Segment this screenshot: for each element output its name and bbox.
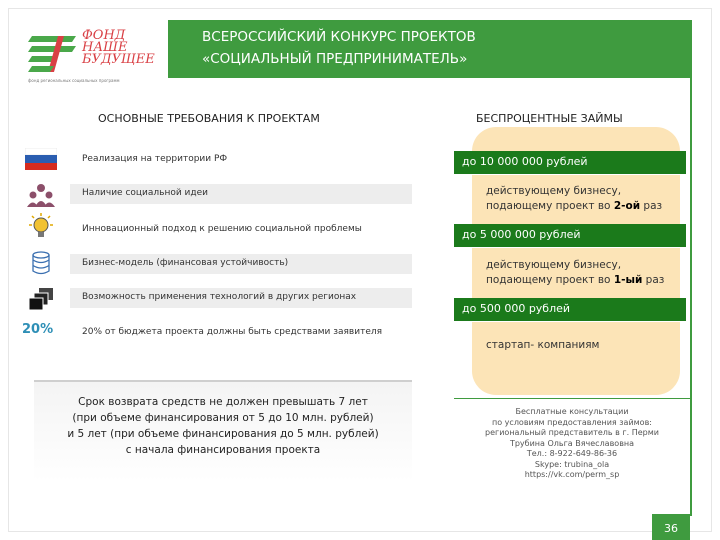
loan-amount-bar — [454, 151, 686, 175]
fund-logo — [28, 30, 158, 90]
lightbulb-icon — [24, 212, 58, 242]
logo-subtitle: фонд региональных социальных программ — [28, 78, 120, 83]
russia-flag-icon — [24, 144, 58, 174]
loan-amount-bar — [454, 224, 686, 248]
requirement-item — [70, 150, 412, 170]
loan-description: действующему бизнесу, подающему проект во 1-ый раз — [486, 259, 665, 286]
logo-line-1: ФОНД — [82, 28, 126, 43]
loan-description: действующему бизнесу, подающему проект во 2-ой раз — [486, 185, 663, 212]
requirement-item — [70, 288, 412, 308]
loan-amount: до 500 000 рублей — [462, 302, 571, 315]
note-line: и 5 лет (при объеме финансирования до 5 млн. рублей) — [67, 428, 379, 440]
database-icon — [24, 248, 58, 278]
requirement-funding-share: 20% от бюджета проекта должны быть средствами заявителя — [82, 327, 383, 337]
loan-amount: до 10 000 000 рублей — [462, 155, 588, 168]
contacts-phone: Тел.: 8-922-649-86-36 — [526, 449, 618, 458]
requirement-text: Бизнес-модель (финансовая устойчивость) — [82, 258, 289, 268]
contacts-line: Бесплатные консультации — [515, 407, 629, 416]
requirement-text: Возможность применения технологий в других регионах — [82, 292, 357, 302]
percent-label: 20% — [22, 322, 54, 337]
note-line: с начала финансирования проекта — [125, 444, 321, 456]
loan-amount-bar — [454, 298, 686, 322]
requirement-item — [70, 254, 412, 274]
note-line: Срок возврата средств не должен превышать 7 лет — [78, 396, 368, 408]
requirement-text: Реализация на территории РФ — [82, 154, 228, 164]
contacts-line: Трубина Ольга Вячеславовна — [509, 438, 635, 448]
logo-mark-icon — [28, 30, 80, 76]
copies-icon — [24, 284, 58, 314]
repayment-note — [34, 380, 412, 484]
note-line: (при объеме финансирования от 5 до 10 млн. рублей) — [72, 412, 374, 424]
logo-wordmark — [82, 30, 155, 66]
contacts-line: региональный представитель в г. Перми — [485, 428, 659, 437]
right-accent-line — [690, 20, 692, 516]
people-group-icon — [24, 180, 58, 210]
requirements-heading: ОСНОВНЫЕ ТРЕБОВАНИЯ К ПРОЕКТАМ — [98, 112, 320, 125]
page-number: 36 — [652, 514, 690, 540]
loan-amount: до 5 000 000 рублей — [462, 228, 581, 241]
requirement-item — [70, 184, 412, 204]
requirement-item — [70, 220, 412, 240]
title-line-2: «СОЦИАЛЬНЫЙ ПРЕДПРИНИМАТЕЛЬ» — [202, 51, 468, 67]
logo-line-2: НАШЕ — [82, 40, 128, 55]
contacts-skype: Skype: trubina_ola — [534, 459, 610, 469]
slide-title-banner — [168, 20, 690, 78]
loans-heading: БЕСПРОЦЕНТНЫЕ ЗАЙМЫ — [476, 112, 623, 125]
contacts-block — [454, 398, 690, 481]
requirement-text: Наличие социальной идеи — [82, 188, 209, 198]
contacts-line: по условиям предоставления займов: — [492, 417, 652, 427]
logo-line-3: БУДУЩЕЕ — [82, 52, 155, 67]
title-line-1: ВСЕРОССИЙСКИЙ КОНКУРС ПРОЕКТОВ — [202, 29, 476, 45]
requirement-text: Инновационный подход к решению социальной проблемы — [82, 224, 362, 234]
loan-description: стартап- компаниям — [486, 339, 600, 351]
contacts-link[interactable]: https://vk.com/perm_sp — [524, 470, 620, 479]
